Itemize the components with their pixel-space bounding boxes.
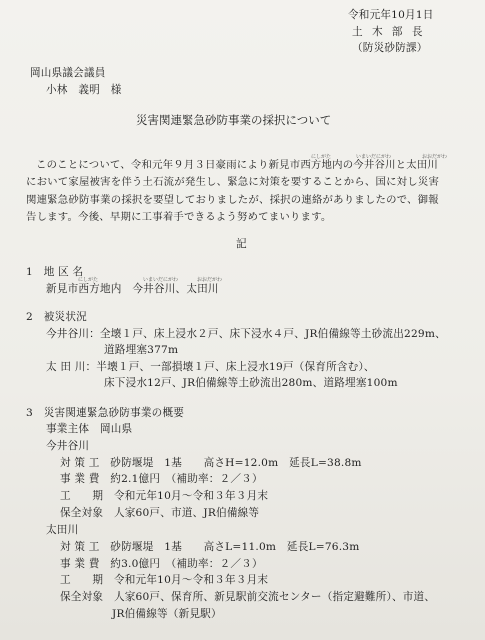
section-3-heading: 3 災害関連緊急砂防事業の概要 [26, 407, 185, 419]
addressee-name: 小林 義明 様 [46, 84, 122, 96]
body-line-3: 関連緊急砂防事業の採択を要望しておりましたが、採択の連絡がありましたので、御報 [26, 194, 439, 206]
ota-measures: 対 策 工 砂防堰堤 1基 高さL=11.0m 延長L=76.3m [60, 541, 360, 553]
body-line-4: 告します。今後、早期に工事着手できるよう努めてまいります。 [26, 211, 332, 223]
ruby-imaidanigawa-2: いまいだにがわ [143, 277, 179, 283]
imai-period: 工 期 令和元年10月～令和３年３月末 [60, 490, 269, 502]
ruby-nishigata: にしがた [311, 154, 332, 160]
section-1-heading: 1 地 区 名 [26, 266, 84, 278]
river-imaidanigawa: 今井谷川 [46, 440, 90, 452]
damage-imaidanigawa-2: 道路埋塞377m [104, 344, 179, 356]
ruby-imaidanigawa: いまいだにがわ [356, 154, 392, 160]
date: 令和元年10月1日 [348, 9, 434, 21]
section-name: （防災砂防課） [352, 42, 428, 54]
department: 土 木 部 長 [352, 26, 426, 38]
ota-cost: 事 業 費 約3.0億円 （補助率：２／３） [60, 558, 263, 570]
ota-protected: 保全対象 人家60戸、保育所、新見駅前交流センター（指定避難所）、市道、 [60, 591, 436, 603]
river-otagawa: 太田川 [46, 524, 79, 536]
ruby-nishigata-2: にしがた [78, 277, 99, 283]
project-owner: 事業主体 岡山県 [46, 423, 133, 435]
ruby-otagawa-2: おおだがわ [197, 277, 223, 283]
ota-protected-cont: JR伯備線等（新見駅） [112, 608, 222, 620]
ota-period: 工 期 令和元年10月～令和３年３月末 [60, 574, 269, 586]
damage-otagawa-1: 太 田 川：半壊１戸、一部損壊１戸、床上浸水19戸（保育所含む）、 [46, 361, 375, 373]
imai-cost: 事 業 費 約2.1億円 （補助率：２／３） [60, 473, 263, 485]
addressee-org: 岡山県議会議員 [30, 67, 106, 79]
section-1-line: 新見市西方地内 今井谷川、太田川 [46, 283, 219, 295]
body-line-1: このことについて、令和元年９月３日豪雨により新見市西方地内の今井谷川と太田川 [36, 159, 439, 171]
ki-label: 記 [236, 238, 247, 250]
ruby-otagawa: おおだがわ [422, 154, 448, 160]
imai-measures: 対 策 工 砂防堰堤 1基 高さH=12.0m 延長L=38.8m [60, 457, 362, 469]
document-title: 災害関連緊急砂防事業の採択について [136, 113, 332, 127]
damage-otagawa-2: 床下浸水12戸、JR伯備線等土砂流出280m、道路埋塞100m [104, 377, 398, 389]
body-line-2: において家屋被害を伴う土石流が発生し、緊急に対策を要することから、国に対し災害 [26, 176, 440, 188]
imai-protected: 保全対象 人家60戸、市道、JR伯備線等 [60, 507, 260, 519]
section-2-heading: 2 被災状況 [26, 311, 87, 323]
damage-imaidanigawa-1: 今井谷川：全壊１戸、床上浸水２戸、床下浸水４戸、JR伯備線等土砂流出229m、 [46, 328, 446, 340]
